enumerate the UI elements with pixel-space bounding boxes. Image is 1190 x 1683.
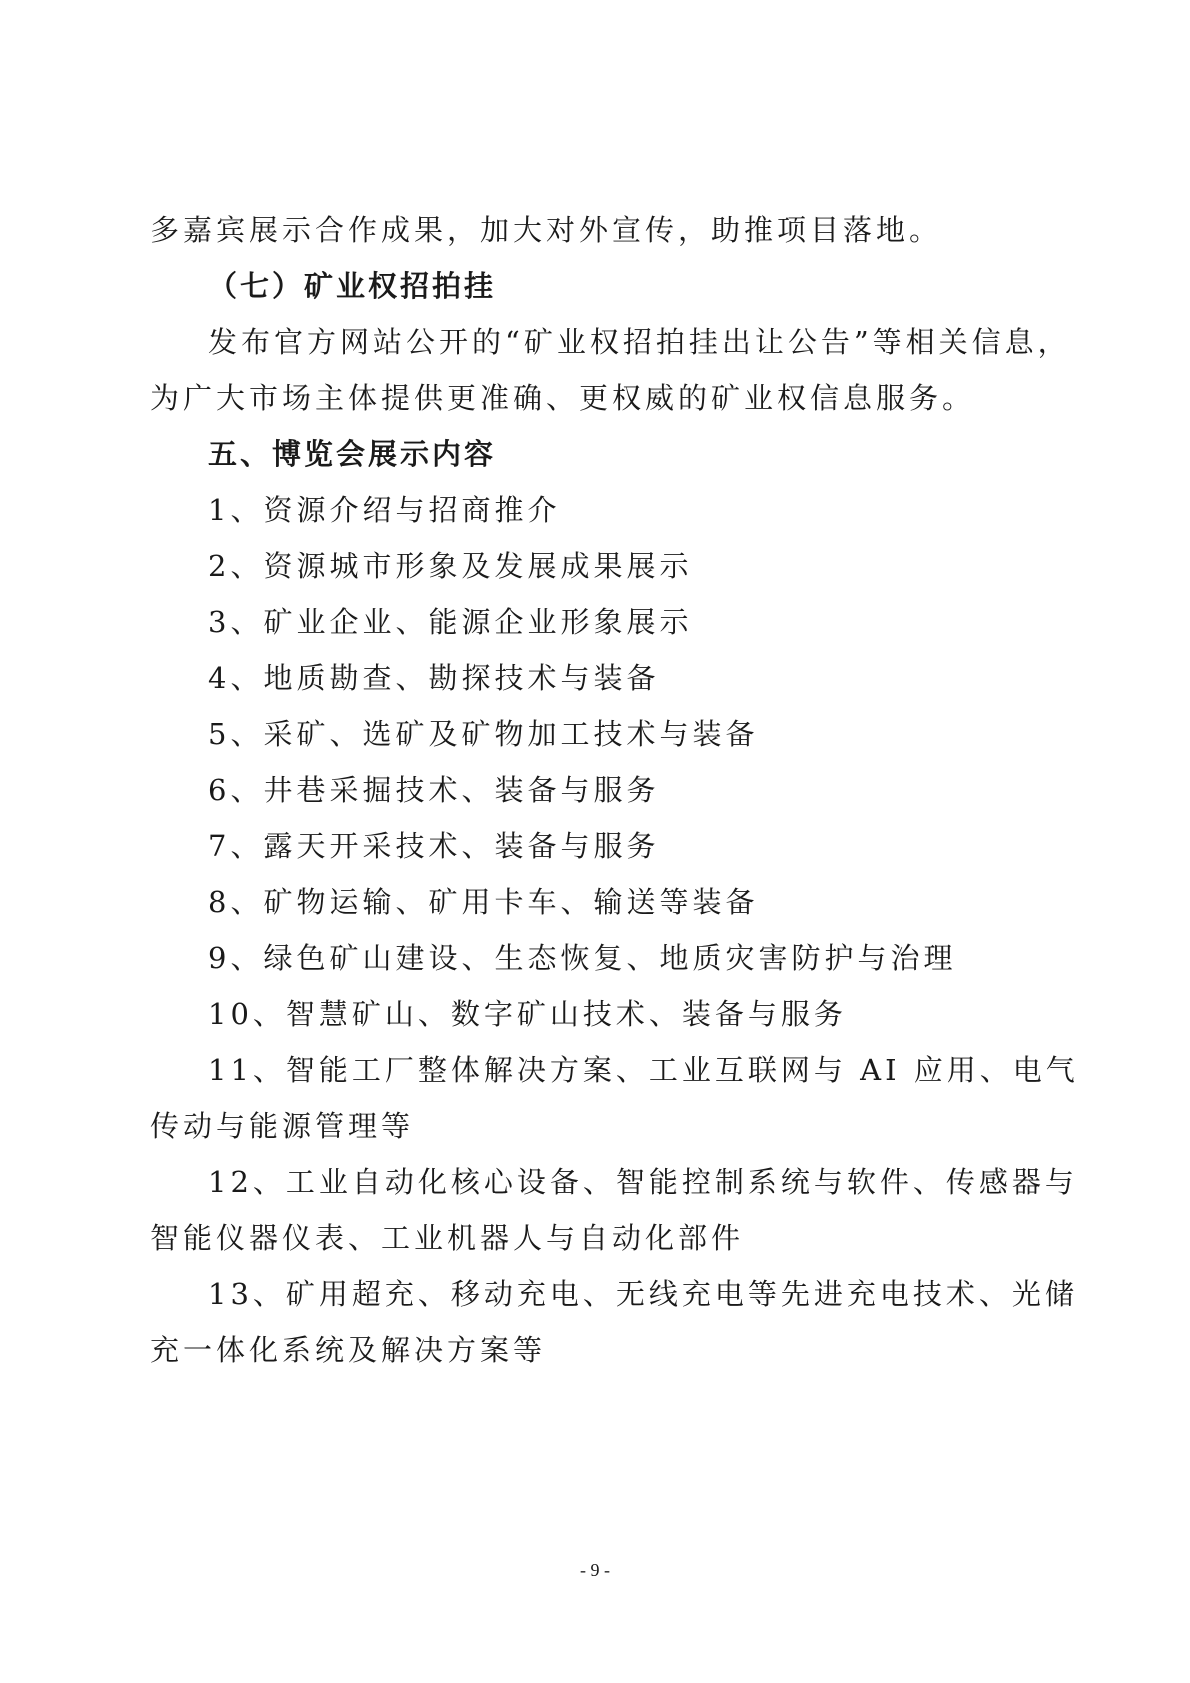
- list-item: 9、绿色矿山建设、生态恢复、地质灾害防护与治理: [208, 941, 957, 975]
- list-item-continuation: 传动与能源管理等: [150, 1109, 415, 1143]
- page-number: - 9 -: [580, 1560, 610, 1580]
- paragraph-line: 发布官方网站公开的“矿业权招拍挂出让公告”等相关信息，: [208, 325, 1071, 359]
- list-item: 10、智慧矿山、数字矿山技术、装备与服务: [208, 997, 847, 1031]
- list-item-continuation: 智能仪器仪表、工业机器人与自动化部件: [150, 1221, 745, 1255]
- list-item: 11、智能工厂整体解决方案、工业互联网与 AI 应用、电气: [208, 1053, 1079, 1087]
- list-item: 1、资源介绍与招商推介: [208, 493, 561, 527]
- list-item: 12、工业自动化核心设备、智能控制系统与软件、传感器与: [208, 1165, 1078, 1199]
- list-item: 8、矿物运输、矿用卡车、输送等装备: [208, 885, 759, 919]
- list-item: 2、资源城市形象及发展成果展示: [208, 549, 693, 583]
- list-item: 4、地质勘查、勘探技术与装备: [208, 661, 660, 695]
- paragraph-line: 为广大市场主体提供更准确、更权威的矿业权信息服务。: [150, 381, 976, 415]
- list-item: 3、矿业企业、能源企业形象展示: [208, 605, 693, 639]
- section-heading-5: 五、博览会展示内容: [208, 437, 497, 471]
- list-item: 6、井巷采掘技术、装备与服务: [208, 773, 660, 807]
- paragraph-line: 多嘉宾展示合作成果，加大对外宣传，助推项目落地。: [150, 213, 943, 247]
- list-item: 7、露天开采技术、装备与服务: [208, 829, 660, 863]
- list-item: 13、矿用超充、移动充电、无线充电等先进充电技术、光储: [208, 1277, 1078, 1311]
- section-heading-7: （七）矿业权招拍挂: [208, 269, 497, 303]
- list-item-continuation: 充一体化系统及解决方案等: [150, 1333, 547, 1367]
- list-item: 5、采矿、选矿及矿物加工技术与装备: [208, 717, 759, 751]
